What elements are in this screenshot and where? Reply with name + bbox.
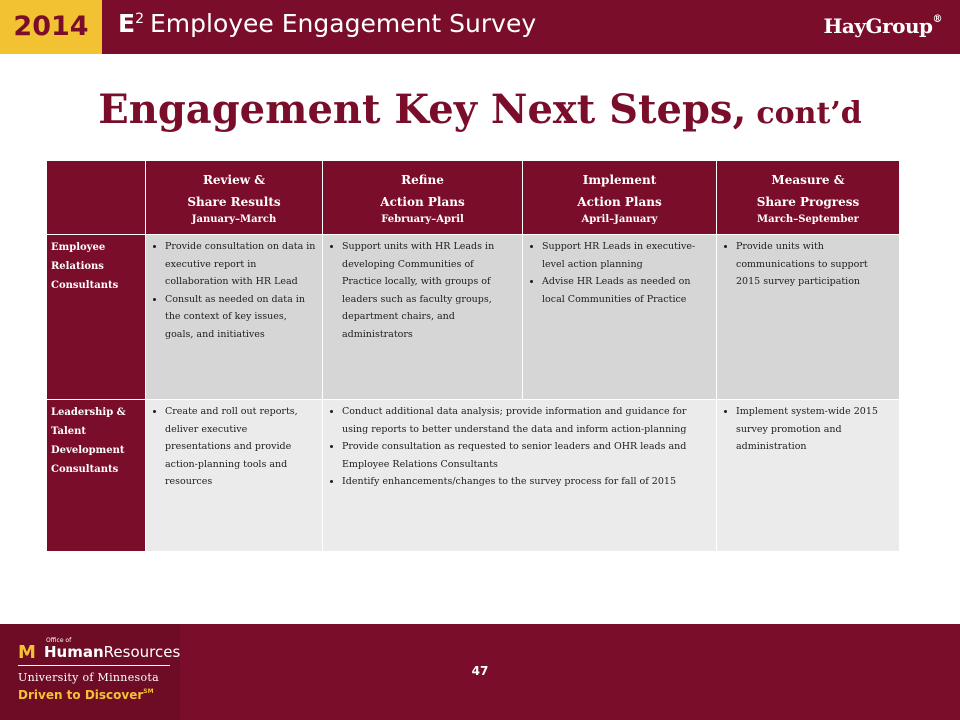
umn-hr-logo	[0, 624, 180, 720]
tagline	[18, 688, 154, 702]
university-label: University of Minnesota	[18, 671, 159, 684]
list-item: • Support HR Leads in executive-level action planning	[542, 238, 710, 273]
table-cell-merged	[323, 400, 717, 552]
m-logo-icon: M	[18, 642, 36, 663]
list-item: • Create and roll out reports, deliver executive presentations and provide action-planning tools and resources	[165, 403, 316, 491]
table-cell	[717, 235, 900, 400]
phase-dates: April–January	[581, 213, 658, 225]
list-item: • Implement system-wide 2015 survey promotion and administration	[736, 403, 893, 456]
haygroup-logo	[824, 14, 942, 38]
phase-name: Review &	[202, 172, 266, 187]
list-item: • Advise HR Leads as needed on local Communities of Practice	[542, 273, 710, 308]
table-header-row	[47, 161, 900, 235]
table-cell	[523, 235, 717, 400]
corner-cell	[47, 161, 146, 235]
year-badge: 2014	[0, 0, 102, 54]
survey-title	[118, 9, 536, 38]
phase-name: Action Plans	[380, 194, 465, 209]
phase-measure-header	[717, 161, 900, 235]
table-cell	[146, 235, 323, 400]
next-steps-table	[46, 160, 900, 552]
list-item: • Provide consultation on data in executive report in collaboration with HR Lead	[165, 238, 316, 291]
header-band	[0, 0, 960, 54]
role-label: Employee Relations Consultants	[47, 235, 146, 400]
list-item: • Support units with HR Leads in developing Communities of Practice locally, with groups of leaders such as faculty groups, department chairs, and administrators	[342, 238, 516, 343]
phase-implement-header	[523, 161, 717, 235]
table-cell	[323, 235, 523, 400]
office-of-label: Office of	[46, 637, 72, 644]
page-number: 47	[471, 664, 489, 678]
phase-dates: March–September	[757, 213, 859, 225]
table-cell	[146, 400, 323, 552]
hr-bold: Human	[44, 643, 104, 661]
phase-name: Share Results	[187, 194, 281, 209]
footer-band	[0, 624, 960, 720]
phase-refine-header	[323, 161, 523, 235]
list-item: • Consult as needed on data in the context of key issues, goals, and initiatives	[165, 291, 316, 344]
survey-prefix: E	[118, 9, 136, 38]
page-title-main: Engagement Key Next Steps,	[98, 86, 747, 133]
phase-name: Action Plans	[577, 194, 662, 209]
tagline-text: Driven to Discover	[18, 688, 144, 702]
phase-name: Measure &	[771, 172, 845, 187]
table-row	[47, 400, 900, 552]
table-cell	[717, 400, 900, 552]
brand-mark: ®	[932, 14, 942, 25]
list-item: • Provide units with communications to support 2015 survey participation	[736, 238, 893, 291]
list-item: • Identify enhancements/changes to the survey process for fall of 2015	[342, 473, 710, 491]
role-label: Leadership & Talent Development Consultants	[47, 400, 146, 552]
table-row	[47, 235, 900, 400]
hr-rest: Resources	[103, 643, 181, 661]
phase-name: Refine	[401, 172, 444, 187]
brand-name: HayGroup	[823, 14, 933, 38]
list-item: • Conduct additional data analysis; provide information and guidance for using reports to better understand the data and inform action-planning	[342, 403, 710, 438]
phase-dates: February–April	[381, 213, 464, 225]
phase-name: Implement	[582, 172, 657, 187]
list-item: • Provide consultation as requested to senior leaders and OHR leads and Employee Relations Consultants	[342, 438, 710, 473]
phase-name: Share Progress	[756, 194, 860, 209]
tagline-mark: SM	[143, 688, 154, 695]
page-title	[0, 86, 960, 133]
page-title-sub: cont’d	[756, 96, 862, 131]
human-resources-label	[44, 643, 180, 661]
survey-sup: 2	[135, 11, 144, 27]
survey-title-text: Employee Engagement Survey	[150, 9, 537, 38]
phase-review-header	[146, 161, 323, 235]
phase-dates: January–March	[191, 213, 277, 225]
footer-divider	[18, 665, 170, 666]
